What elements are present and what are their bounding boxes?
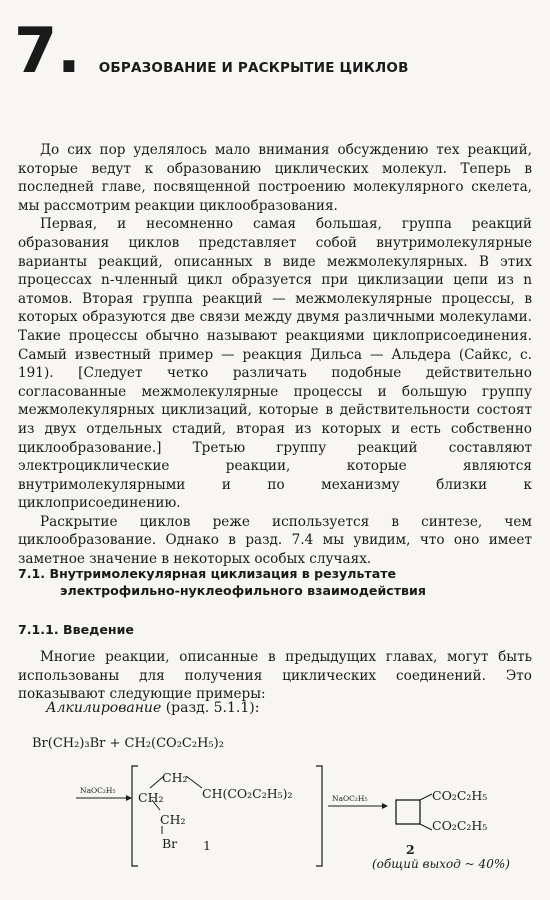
intermediate-ch-right: CH(CO₂C₂H₅)₂	[202, 786, 293, 801]
yield-note: (общий выход ~ 40%)	[372, 857, 510, 871]
subsection-title: Введение	[63, 622, 134, 637]
intro-text	[18, 648, 532, 704]
intermediate-ch2-left: CH₂	[138, 790, 164, 805]
example-heading	[46, 700, 259, 716]
intermediate-br: Br	[162, 836, 178, 851]
intermediate-bracket	[128, 762, 328, 872]
chapter-title: ОБРАЗОВАНИЕ И РАСКРЫТИЕ ЦИКЛОВ	[98, 60, 409, 76]
paragraph-3: Раскрытие циклов реже используется в синтезе, чем циклообразование. Однако в разд. 7.4 мы увидим, что оно имеет заметное значение в некоторых особых случаях.	[18, 513, 532, 568]
example-name: Алкилирование	[46, 700, 162, 716]
main-text	[18, 141, 532, 569]
paragraph-1: До сих пор уделялось мало внимания обсуждению тех реакций, которые ведут к образованию циклических молекул. Теперь в последней главе, посвященной построению молекулярного скелета, мы рассмотрим реакции циклообразования.	[18, 142, 532, 214]
subsection-heading	[18, 621, 134, 638]
reagent-label-2: NaOC₂H₅	[332, 794, 368, 803]
reaction-arrow-2	[326, 800, 390, 812]
section-heading	[18, 565, 426, 599]
paragraph-2: Первая, и несомненно самая большая, группа реакций образования циклов представляет собой внутримолекулярные варианты реакций, описанных в виде межмолекулярных. В этих процессах n-членный цикл образуется при циклизации цепи из n атомов. Вторая группа реакций — межмолекулярные процессы, в которых образуются две связи между двумя различными молекулами. Такие процессы обычно называют реакциями циклоприсоединения. Самый известный пример — реакция Дильса — Альдера (Сайкс, с. 191). [Следует четко различать подобные действительно согласованные межмолекулярные процессы и большую группу межмолекулярных циклизаций, которые в действительности состоят из двух отдельных стадий, вторая из которых и есть собственно циклообразование.] Третью группу реакций составляют электроциклические реакции, которые являются внутримолекулярными и по механизму близки к циклоприсоединению.	[18, 216, 532, 512]
section-title-line1: Внутримолекулярная циклизация в результате	[49, 566, 397, 581]
intermediate-number: 1	[203, 838, 211, 853]
product-number: 2	[406, 842, 415, 857]
product-ester-bottom: CO₂C₂H₅	[432, 818, 488, 833]
reactants: Br(CH₂)₃Br + CH₂(CO₂C₂H₅)₂	[32, 736, 224, 751]
product-ester-top: CO₂C₂H₅	[432, 788, 488, 803]
intermediate-ch2-bottom: CH₂	[160, 812, 186, 827]
chapter-number: 7.	[14, 14, 81, 87]
reagent-label: NaOC₂H₅	[80, 786, 116, 795]
section-number: 7.1.	[18, 566, 46, 581]
chapter-header	[14, 14, 409, 87]
intro-paragraph: Многие реакции, описанные в предыдущих главах, могут быть использованы для получения циклических соединений. Это показывают следующие примеры:	[18, 649, 532, 703]
section-title-line2: электрофильно-нуклеофильного взаимодействия	[60, 583, 426, 598]
example-ref: (разд. 5.1.1):	[165, 700, 260, 716]
reaction-arrow-1	[74, 792, 134, 804]
subsection-number: 7.1.1.	[18, 622, 59, 637]
intermediate-ch2-top: CH₂	[162, 770, 188, 785]
